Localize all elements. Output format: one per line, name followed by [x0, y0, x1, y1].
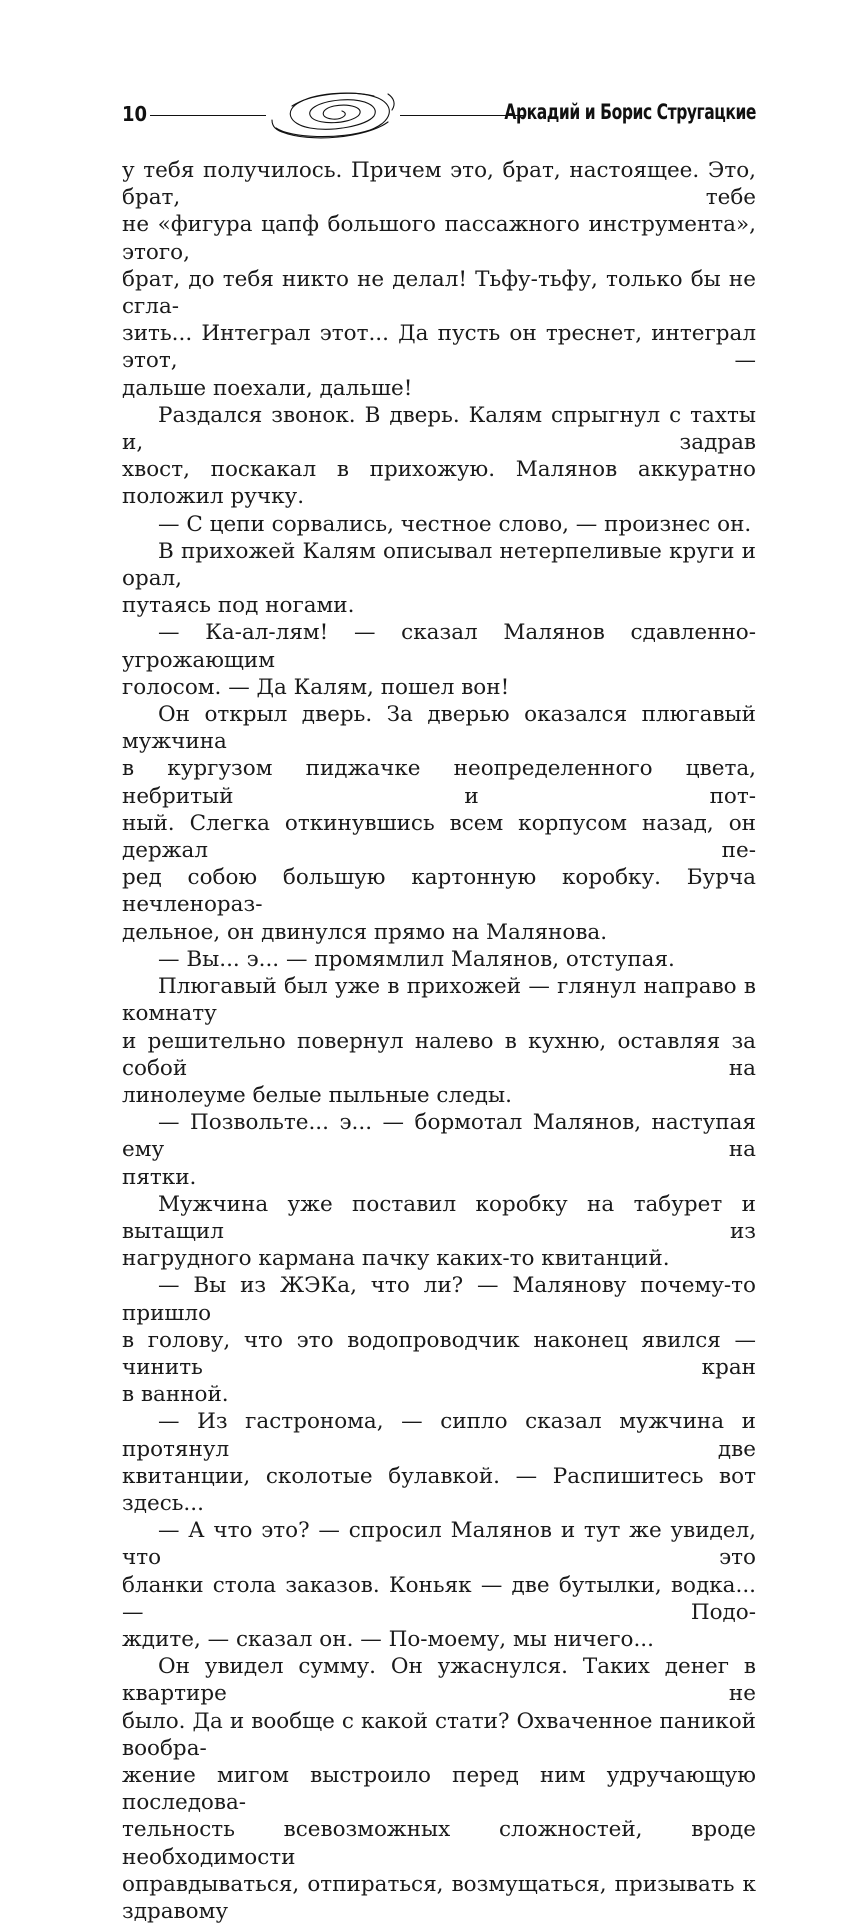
text-line: В прихожей Калям описывал нетерпеливые круги и орал,: [122, 538, 756, 592]
spiral-galaxy-icon: [270, 88, 400, 144]
page-number: 10: [122, 102, 148, 126]
paragraph: [122, 538, 756, 620]
paragraph: [122, 1272, 756, 1408]
text-line: ный. Слегка откинувшись всем корпусом назад, он держал пе-: [122, 810, 756, 864]
text-line: дельное, он двинулся прямо на Малянова.: [122, 919, 608, 945]
text-line: линолеуме белые пыльные следы.: [122, 1082, 512, 1108]
text-line: в ванной.: [122, 1382, 229, 1408]
text-line: — Вы из ЖЭКа, что ли? — Малянову почему-то пришло: [122, 1273, 756, 1326]
text-line: в кургузом пиджачке неопределенного цвета, небритый и пот-: [122, 756, 756, 809]
text-line: — С цепи сорвались, честное слово, — произнес он.: [158, 511, 752, 537]
running-header-author: Аркадий и Борис Стругацкие: [504, 100, 756, 124]
text-line: Мужчина уже поставил коробку на табурет и вытащил из: [122, 1191, 756, 1244]
text-line: не «фигура цапф большого пассажного инструмента», этого,: [122, 212, 756, 265]
text-line: и решительно повернул налево в кухню, оставляя за собой на: [122, 1028, 756, 1081]
text-line: Он открыл дверь. За дверью оказался плюгавый мужчина: [122, 702, 756, 755]
body-text: [122, 157, 756, 1925]
text-line: голосом. — Да Калям, пошел вон!: [122, 674, 510, 700]
paragraph: [122, 1653, 756, 1925]
text-line: у тебя получилось. Причем это, брат, настоящее. Это, брат, тебе: [122, 158, 756, 211]
paragraph: [122, 1408, 756, 1517]
running-header: [122, 88, 756, 144]
text-line: хвост, поскакал в прихожую. Малянов аккуратно положил ручку.: [122, 457, 756, 510]
text-line: — Вы... э... — промямлил Малянов, отступая.: [158, 946, 675, 972]
text-line: квитанции, сколотые булавкой. — Распишитесь вот здесь...: [122, 1463, 756, 1516]
text-line: — Из гастронома, — сипло сказал мужчина и протянул две: [122, 1409, 756, 1462]
text-line: Он увидел сумму. Он ужаснулся. Таких денег в квартире не: [122, 1654, 756, 1707]
text-line: ждите, — сказал он. — По-моему, мы ничего...: [122, 1626, 654, 1652]
paragraph: [122, 402, 756, 511]
header-rule-left: [150, 115, 266, 116]
paragraph: [122, 946, 756, 973]
text-line: пятки.: [122, 1164, 197, 1190]
text-line: брат, до тебя никто не делал! Тьфу-тьфу, только бы не сгла-: [122, 266, 756, 320]
paragraph: [122, 973, 756, 1109]
text-line: было. Да и вообще с какой стати? Охваченное паникой вообра-: [122, 1708, 756, 1761]
paragraph: [122, 511, 756, 538]
paragraph: [122, 701, 756, 946]
text-line: зить... Интеграл этот... Да пусть он треснет, интеграл этот, —: [122, 321, 756, 374]
text-line: оправдываться, отпираться, возмущаться, призывать к здравому: [122, 1871, 756, 1924]
text-line: тельность всевозможных сложностей, вроде необходимости: [122, 1817, 756, 1870]
text-line: Раздался звонок. В дверь. Калям спрыгнул с тахты и, задрав: [122, 402, 756, 456]
text-line: Плюгавый был уже в прихожей — глянул направо в комнату: [122, 974, 756, 1027]
text-line: дальше поехали, дальше!: [122, 375, 413, 401]
paragraph: [122, 157, 756, 402]
text-line: ред собою большую картонную коробку. Бурча нечленораз-: [122, 865, 756, 918]
text-line: нагрудного кармана пачку каких-то квитанций.: [122, 1246, 670, 1272]
paragraph: [122, 619, 756, 701]
text-line: — Позвольте... э... — бормотал Малянов, наступая ему на: [122, 1110, 756, 1163]
text-line: бланки стола заказов. Коньяк — две бутылки, водка... — Подо-: [122, 1572, 756, 1625]
text-line: путаясь под ногами.: [122, 593, 355, 619]
text-line: жение мигом выстроило перед ним удручающую последова-: [122, 1762, 756, 1816]
text-line: в голову, что это водопроводчик наконец явился — чинить кран: [122, 1327, 756, 1380]
paragraph: [122, 1109, 756, 1191]
text-line: — А что это? — спросил Малянов и тут же увидел, что это: [122, 1518, 756, 1571]
text-line: — Ка-ал-лям! — сказал Малянов сдавленно-угрожающим: [122, 620, 756, 673]
paragraph: [122, 1191, 756, 1273]
paragraph: [122, 1517, 756, 1653]
